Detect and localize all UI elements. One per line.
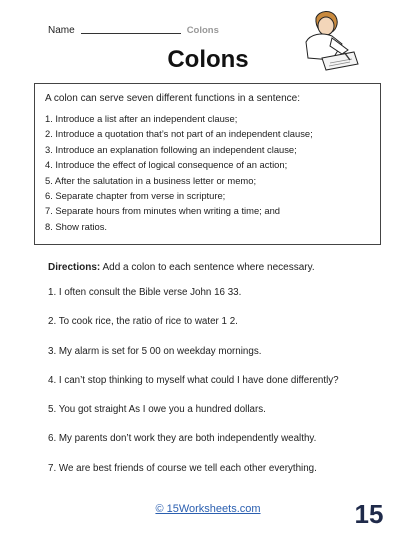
question-item: 5. You got straight As I owe you a hundred dollars. xyxy=(48,404,266,416)
15worksheets-logo-icon xyxy=(352,493,386,531)
directions-text: Add a colon to each sentence where necessary. xyxy=(102,262,315,273)
question-item: 4. I can’t stop thinking to myself what could I have done differently? xyxy=(48,374,339,386)
question-item: 1. I often consult the Bible verse John 16 33. xyxy=(48,287,242,298)
question-item: 3. My alarm is set for 5 00 on weekday mornings. xyxy=(48,345,262,357)
function-item: 2. Introduce a quotation that’s not part of an independent clause; xyxy=(45,128,313,140)
functions-intro: A colon can serve seven different functions in a sentence: xyxy=(45,93,300,104)
copyright-link[interactable]: © 15Worksheets.com xyxy=(155,503,261,515)
function-item: 7. Separate hours from minutes when writing a time; and xyxy=(45,205,281,217)
function-item: 8. Show ratios. xyxy=(45,220,108,232)
name-blank-line[interactable] xyxy=(81,33,181,34)
name-row xyxy=(48,25,219,36)
functions-list xyxy=(45,111,370,234)
question-item: 7. We are best friends of course we tell each other everything. xyxy=(48,462,317,474)
page-title: Colons xyxy=(167,46,249,73)
logo-number: 15 xyxy=(354,499,384,529)
directions xyxy=(48,262,315,273)
function-item: 6. Separate chapter from verse in scripture; xyxy=(45,190,226,202)
directions-label: Directions: xyxy=(48,262,101,273)
function-item: 5. After the salutation in a business letter or memo; xyxy=(45,174,257,186)
function-item: 4. Introduce the effect of logical consequence of an action; xyxy=(45,159,288,171)
function-item: 3. Introduce an explanation following an independent clause; xyxy=(45,143,297,155)
question-item: 2. To cook rice, the ratio of rice to water 1 2. xyxy=(48,316,238,328)
function-item: 1. Introduce a list after an independent clause; xyxy=(45,113,238,124)
colon-functions-box xyxy=(34,83,381,245)
topic-label: Colons xyxy=(186,25,219,36)
question-item: 6. My parents don’t work they are both independently wealthy. xyxy=(48,433,317,445)
questions-list xyxy=(48,278,339,483)
name-label: Name xyxy=(48,25,75,36)
